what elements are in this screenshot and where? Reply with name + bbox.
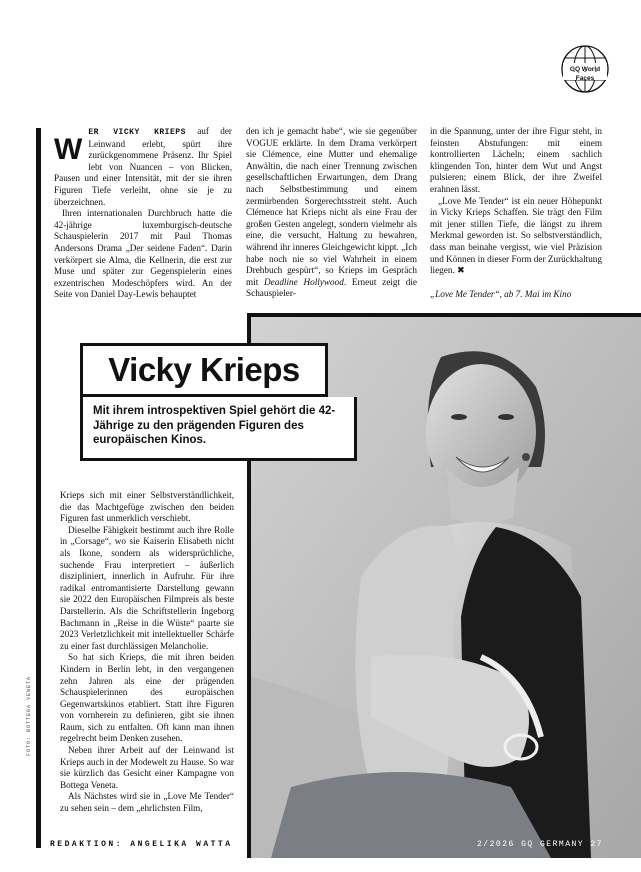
drop-cap: W <box>54 133 83 166</box>
paragraph: Krieps sich mit einer Selbstverständlichkeit, die das Machtgefüge zwischen den beiden Figuren fast unmerklich verschiebt. <box>60 490 234 524</box>
article-headline: Vicky Krieps <box>80 343 328 397</box>
intro-paragraph <box>54 126 232 208</box>
col2-text-end: . Erneut zeigt die Schauspieler- <box>246 276 417 299</box>
end-mark: ✖ <box>457 265 465 277</box>
paragraph: in die Spannung, unter der ihre Figur steht, in feinsten Abstufungen: mit einem kontrollierten Lächeln; einem sachlich klingenden Ton, hinter dem Wut und Angst pulsieren; einem Blick, der ihre Zweifel erahnen lässt. <box>430 126 602 194</box>
badge-line-1: GQ World <box>569 66 601 73</box>
gq-world-faces-badge <box>560 44 610 94</box>
article-subheadline: Mit ihrem introspektiven Spiel gehört die 42-Jährige zu den prägenden Figuren des europäischen Kinos. <box>80 397 357 461</box>
editor-credit: REDAKTION: ANGELIKA WATTA <box>50 840 233 849</box>
photo-credit: FOTO: BOTTEGA VENETA <box>26 675 32 756</box>
col2-text: den ich je gemacht habe“, wie sie gegenüber VOGUE erklärte. In dem Drama verkörpert sie Clémence, eine Mutter und ehemalige Anwältin, die nach einer Trennung zwischen gesellschaftlichen Erwartungen, dem Drang nach Selbstbestimmung und einem zermürbenden Sorgerechtsstreit steht. Auch Clémence hat Krieps nicht als eine Frau der großen Gesten angelegt, sondern vielmehr als eine, die versucht, Haltung zu bewahren, während ihr inneres Gleichgewicht kippt. „Ich habe noch nie so viel Wahrheit in einem Drehbuch gespürt“, so Krieps im Gespräch mit <box>246 126 417 287</box>
paragraph: Ihren internationalen Durchbruch hatte die 42-jährige luxemburgisch-deutsche Schauspielerin 2017 mit Paul Thomas Andersons Drama „Der seidene Faden“. Darin verkörpert sie Alma, die Kellnerin, die erst zur Muse und später zur Gegenspielerin eines exzentrischen Modeschöpfers wird. An der Seite von Daniel Day-Lewis behauptet <box>54 208 232 300</box>
paragraph: So hat sich Krieps, die mit ihren beiden Kindern in Berlin lebt, in den vergangenen zehn Jahren als eine der prägenden Schauspielerinnen des europäischen Gegenwartskinos etabliert. Statt ihre Figuren von vornherein zu definieren, gibt sie ihnen Raum, sich zu entfalten. Oft kann man ihnen regelrecht beim Denken zusehen. <box>60 652 234 744</box>
paragraph: Als Nächstes wird sie in „Love Me Tender“ zu sehen sein – dem „ehrlichsten Film, <box>60 791 234 814</box>
article-column-lower <box>60 490 234 815</box>
publication-name: Deadline Hollywood <box>264 276 344 287</box>
page-folio: 2/2026 GQ GERMANY 27 <box>476 840 603 849</box>
intro-text: auf der Leinwand erlebt, spürt ihre zurückgenommene Präsenz. Ihr Spiel lebt von Nuancen – von Blicken, Pausen und einer Intensität, mit der sie ihren Figuren Tiefe verleiht, ohne sie je zu überzeichnen. <box>54 126 232 207</box>
article-column-3 <box>430 126 602 300</box>
paragraph <box>430 196 602 277</box>
paragraph: Neben ihrer Arbeit auf der Leinwand ist Krieps auch in der Modewelt zu Hause. So war sie kürzlich das Gesicht einer Kampagne von Bottega Veneta. <box>60 745 234 790</box>
paragraph: Dieselbe Fähigkeit bestimmt auch ihre Rolle in „Corsage“, wo sie Kaiserin Elisabeth nicht als Ikone, sondern als widersprüchliche, suchende Frau interpretiert – äußerlich diszipliniert, innerlich in Aufruhr. Für ihre radikal entromantisierte Darstellung gewann sie 2022 den Europäischen Filmpreis als beste Darstellerin. Als die Schriftstellerin Ingeborg Bachmann in „Reise in die Wüste“ paarte sie 2023 Verletzlichkeit mit intellektueller Schärfe zu einer fast durchlässigen Melancholie. <box>60 524 234 651</box>
col3-text: „Love Me Tender“ ist ein neuer Höhepunkt in Vicky Krieps Schaffen. Sie trägt den Film mit jener stillen Tiefe, die längst zu ihrem Merkmal geworden ist. So selbstverständlich, dass man beinahe vergisst, wie viel Präzision und Können in dieser Form der Zurückhaltung liegen. <box>430 195 602 276</box>
article-column-2 <box>246 126 417 300</box>
article-column-1 <box>54 126 232 301</box>
badge-line-2: Faces <box>575 75 595 82</box>
film-caption: „Love Me Tender“, ab 7. Mai im Kino <box>430 288 572 299</box>
lead-in: ER VICKY KRIEPS <box>88 128 186 137</box>
left-rule <box>36 128 41 848</box>
paragraph <box>246 126 417 300</box>
